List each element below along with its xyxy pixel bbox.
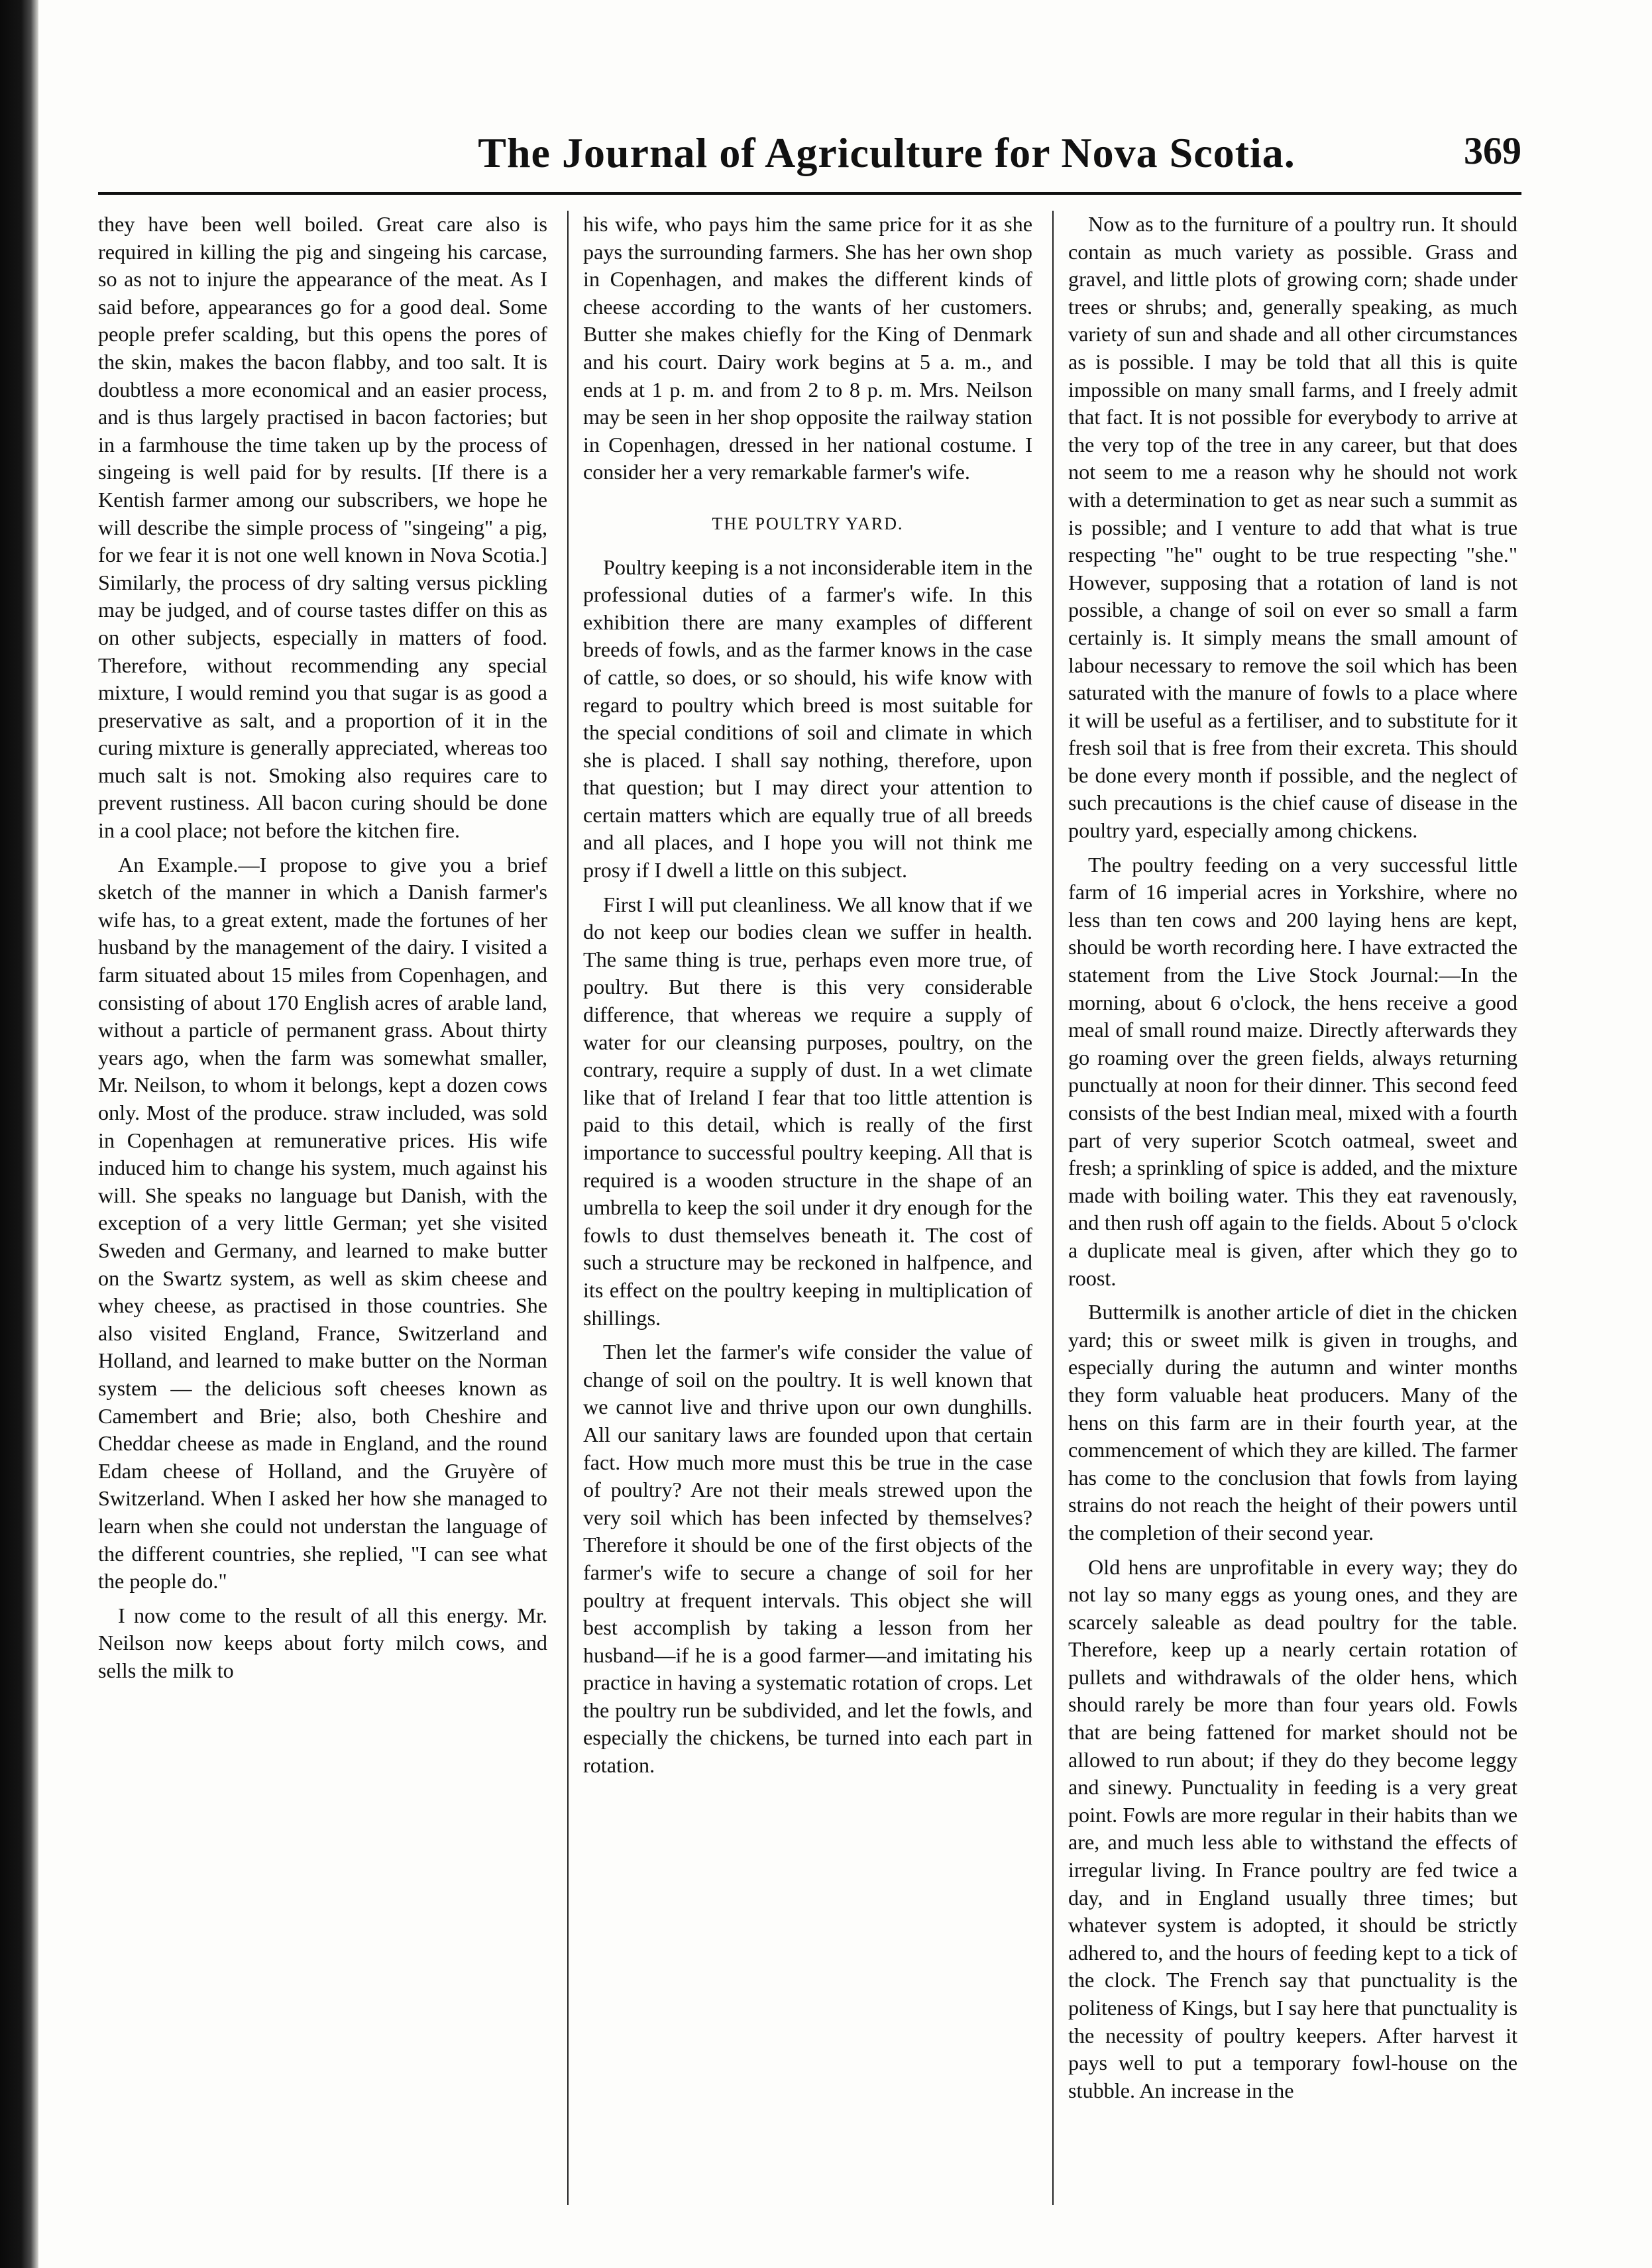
paragraph: An Example.—I propose to give you a brief sketch of the manner in which a Danish farmer's wife has, to a great extent, made the fortunes of her husband by the management of the dairy. I visited a farm situated about 15 miles from Copenhagen, and consisting of about 170 English acres of arable land, without a particle of permanent grass. About thirty years ago, when the farm was somewhat smaller, Mr. Neilson, to whom it belongs, kept a dozen cows only. Most of the produce. straw included, was sold in Copenhagen at remunerative prices. His wife induced him to change his system, much against his will. She speaks no language but Danish, with the exception of a very little German; yet she visited Sweden and Germany, and learned to make butter on the Swartz system, as well as skim cheese and whey cheese, as practised in those countries. She also visited England, France, Switzerland and Holland, and learned to make butter on the Norman system — the delicious soft cheeses known as Camembert and Brie; also, both Cheshire and Cheddar cheese as made in England, and the round Edam cheese of Holland, and the Gruyère of Switzerland. When I asked her how she managed to learn when she could not understan the language of the different countries, she replied, "I can see what the people do." [98, 852, 547, 1593]
paragraph: Then let the farmer's wife consider the value of change of soil on the poultry. It is well known that we cannot live and thrive upon our own dunghills. All our sanitary laws are founded upon that certain fact. How much more must this be true in the case of poultry? Are not their meals strewed upon the very soil which has been infected by themselves? Therefore it should be one of the first objects of the farmer's wife to secure a change of soil for her poultry at frequent intervals. This object she will best accomplish by taking a lesson from her husband—if he is a good farmer—and imitating his practice in having a systematic rotation of crops. Let the poultry run be subdivided, and let the fowls, and especially the chickens, be turned into each part in rotation. [583, 1340, 1032, 1778]
paragraph: The poultry feeding on a very successful little farm of 16 imperial acres in Yorkshire, where no less than ten cows and 200 laying hens are kept, should be worth recording here. I have extracted the statement from the Live Stock Journal:—In the morning, about 6 o'clock, the hens receive a good meal of small round maize. Directly afterwards they go roaming over the green fields, always returning punctually at noon for their dinner. This second feed consists of the best Indian meal, mixed with a fourth part of very superior Scotch oatmeal, sweet and fresh; a sprinkling of spice is added, and the mixture made with boiling water. This they eat ravenously, and then rush off again to the fields. About 5 o'clock a duplicate meal is given, after which they go to roost. [1068, 852, 1517, 1290]
paragraph: Old hens are unprofitable in every way; they do not lay so many eggs as young ones, and they are scarcely saleable as dead poultry for the table. Therefore, keep up a nearly certain rotation of pullets and withdrawals of the older hens, which should rarely be more than four years old. Fowls that are being fattened for market should not be allowed to run about; if they do they become leggy and sinewy. Punctuality in feeding is a very great point. Fowls are more regular in their habits than we are, and much less able to withstand the effects of irregular living. In France poultry are fed twice a day, and in England usually three times; but whatever system is adopted, it should be strictly adhered to, and the hours of feeding kept to a tick of the clock. The French say that punctuality is the politeness of Kings, but I say here that punctuality is the necessity of poultry keepers. After harvest it pays well to put a temporary fowl-house on the stubble. An increase in the [1068, 1554, 1517, 2102]
paragraph: they have been well boiled. Great care also is required in killing the pig and singeing his carcase, so as not to injure the appearance of the meat. As I said before, appearances go for a good deal. Some people prefer scalding, but this opens the pores of the skin, makes the bacon flabby, and too salt. It is doubtless a more economical and an easier process, and is thus largely practised in bacon factories; but in a farmhouse the time taken up by the process of singeing is well paid for by results. [If there is a Kentish farmer among our subscribers, we hope he will describe the simple process of "singeing" a pig, for we fear it is not one well known in Nova Scotia.] Similarly, the process of dry salting versus pickling may be judged, and of course tastes differ on this as on other subjects, especially in matters of food. Therefore, without recommending any special mixture, I would remind you that sugar is as good a preservative as salt, and a proportion of it in the curing mixture is generally appreciated, whereas too much salt is not. Smoking also requires care to prevent rustiness. All bacon curing should be done in a cool place; not before the kitchen fire. [98, 212, 547, 843]
column-1 [98, 211, 547, 2212]
section-heading: THE POULTRY YARD. [712, 513, 904, 533]
column-2 [583, 211, 1032, 2212]
paragraph: his wife, who pays him the same price for it as she pays the surrounding farmers. She has her own shop in Copenhagen, and makes the different kinds of cheese according to the wants of her customers. Butter she makes chiefly for the King of Denmark and his court. Dairy work begins at 5 a. m., and ends at 1 p. m. and from 2 to 8 p. m. Mrs. Neilson may be seen in her shop opposite the railway station in Copenhagen, dressed in her national costume. I consider her a very remarkable farmer's wife. [583, 212, 1032, 484]
page-binding-edge [0, 0, 38, 2268]
paragraph: Now as to the furniture of a poultry run. It should contain as much variety as possible. Grass and gravel, and little plots of growing corn; shade under trees or shrubs; and, generally speaking, as much variety of sun and shade and all other circumstances as is possible. I may be told that all this is quite impossible on many small farms, and I freely admit that fact. It is not possible for everybody to arrive at the very top of the tree in any career, but that does not seem to me a reason why he should not work with a determination to get as near such a summit as is possible; and I venture to add that what is true respecting "he" ought to be true respecting "she." However, supposing that a rotation of land is not possible, a change of soil on ever so small a farm certainly is. It simply means the small amount of labour necessary to remove the soil which has been saturated with the manure of fowls to a place where it will be useful as a fertiliser, and to substitute for it fresh soil that is free from their excreta. This should be done every month if possible, and the neglect of such precautions is the chief cause of disease in the poultry yard, especially among chickens. [1068, 212, 1517, 843]
paragraph: I now come to the result of all this energy. Mr. Neilson now keeps about forty milch cows, and sells the milk to [98, 1603, 547, 1682]
paragraph: First I will put cleanliness. We all know that if we do not keep our bodies clean we suffer in health. The same thing is true, perhaps even more true, of poultry. But there is this very considerable difference, that whereas we require a supply of water for our cleansing purposes, poultry, on the contrary, require a supply of dust. In a wet climate like that of Ireland I fear that too little attention is paid to this detail, which is really of the first importance to successful poultry keeping. All that is required is a wooden structure in the shape of an umbrella to keep the soil under it dry enough for the fowls to dust themselves beneath it. The cost of such a structure may be reckoned in halfpence, and its effect on the poultry keeping in multiplication of shillings. [583, 892, 1032, 1330]
journal-title: The Journal of Agriculture for Nova Scotia. [478, 129, 1295, 176]
header-rule [98, 192, 1521, 195]
column-divider [1052, 211, 1054, 2205]
paragraph: Poultry keeping is a not inconsiderable item in the professional duties of a farmer's wife. In this exhibition there are many examples of different breeds of fowls, and as the farmer knows in the case of cattle, so does, or so should, his wife know with regard to poultry which breed is most suitable for the special conditions of soil and climate in which she is placed. I shall say nothing, therefore, upon that question; but I may direct your attention to certain matters which are equally true of all breeds and all places, and I hope you will not think me prosy if I dwell a little on this subject. [583, 555, 1032, 883]
page-number: 369 [1464, 129, 1521, 172]
column-divider [567, 211, 569, 2205]
paragraph: Buttermilk is another article of diet in the chicken yard; this or sweet milk is given in troughs, and especially during the autumn and winter months they form valuable heat producers. Many of the hens on this farm are in their fourth year, at the commencement of which they are killed. The farmer has come to the conclusion that fowls from laying strains do not reach the height of their powers until the completion of their second year. [1068, 1300, 1517, 1544]
running-header [98, 117, 1521, 180]
column-3 [1068, 211, 1517, 2212]
